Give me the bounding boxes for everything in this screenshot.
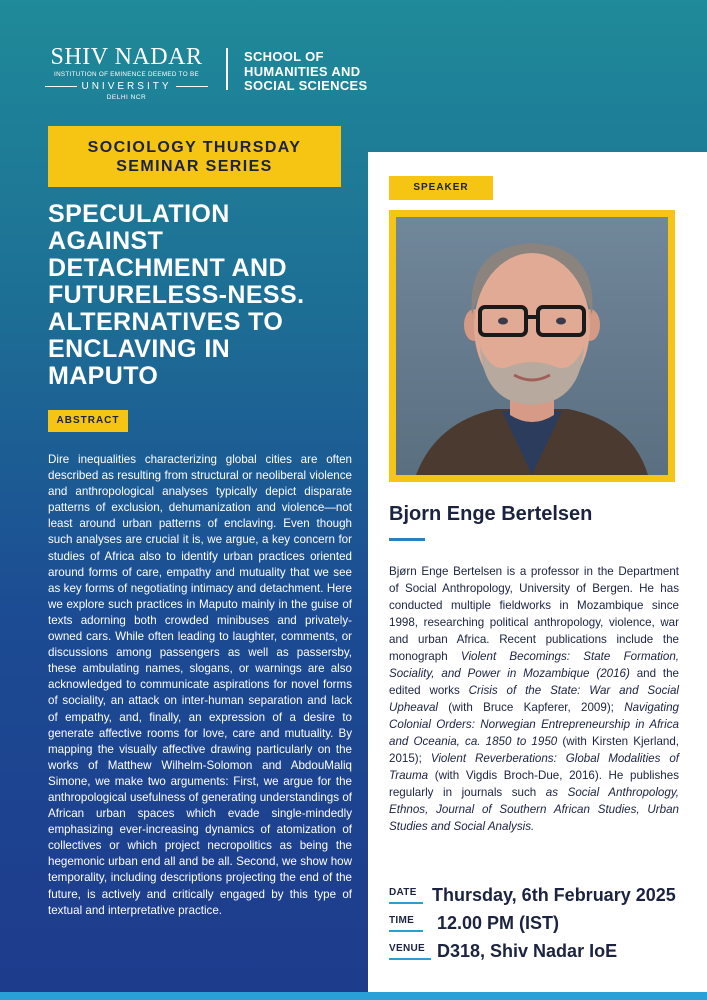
university-location: DELHI NCR xyxy=(106,94,147,101)
abstract-label: ABSTRACT xyxy=(48,410,128,432)
speaker-photo-frame xyxy=(389,210,675,482)
time-label: TIME xyxy=(389,915,415,926)
university-tagline: INSTITUTION OF EMINENCE DEEMED TO BE xyxy=(54,71,199,78)
venue-label: VENUE xyxy=(389,943,425,954)
abstract-text: Dire inequalities characterizing global cities are often described as resulting from structural or neoliberal violence and anthropological analyses typically depict disparate patterns of exclusion, dehumanization and violence—not least around urban patterns of enclaving. Even though such analyses are crucial it is, we argue, a key concern for studies of Africa also to identify urban practices oriented around forms of care, empathy and mutuality that we see as key forms of negotiating intimacy and detachment. Here we explore such practices in Maputo mainly in the guise of texts adorning both crowded minibuses and privately-owned cars. While often leading to laughter, comments, or discussions among passengers as well as passersby, these ambulating names, slogans, or warnings are also acknowledged to communicate aspirations for novel forms of sociality, an attack on inter-human separation and lack of empathy, and, finally, an expression of a desire to generate affective rooms for love, care and mutuality. By mapping the visually affective drawing particularly on the works of Matthew Wilhelm-Solomon and AbdouMaliq Simone, we make two arguments: First, we argue for the anthropological usefulness of generating understandings of African urban spaces which evade single-mindedly emphasizing ever-increasing dynamics of atomization of collectives or which project necropolitics as being the hegemonic urban end all and be all. Second, we show how temporality, including descriptions projecting the end of the future, is actively and critically engaged by this type of textual and interpretative practice. xyxy=(48,453,352,917)
school-name: SCHOOL OF HUMANITIES AND SOCIAL SCIENCES xyxy=(244,49,368,93)
date-rule xyxy=(389,902,423,904)
speaker-photo xyxy=(396,217,668,475)
series-line: SOCIOLOGY THURSDAY xyxy=(87,138,302,156)
university-name: SHIV NADAR xyxy=(50,44,203,70)
series-banner xyxy=(48,126,341,187)
logo-divider xyxy=(226,48,228,90)
university-word: UNIVERSITY xyxy=(81,81,172,92)
speaker-label: SPEAKER xyxy=(389,176,493,200)
speaker-name: Bjorn Enge Bertelsen xyxy=(389,503,593,525)
university-logo xyxy=(44,44,209,101)
series-line: SEMINAR SERIES xyxy=(116,157,273,175)
date-value: Thursday, 6th February 2025 xyxy=(432,885,676,905)
venue-rule xyxy=(389,958,431,960)
bottom-bar xyxy=(0,992,707,1000)
speaker-bio: Bjørn Enge Bertelsen is a professor in the Department of Social Anthropology, University of Bergen. He has conducted multiple fieldworks in Mozambique since 1998, researching political anthropology, violence, war and urban Africa. Recent publications include the monograph Violent Becomings: State Formation, Sociality, and Power in Mozambique (2016) and the edited works Crisis of the State: War and Social Upheaval (with Bruce Kapferer, 2009); Navigating Colonial Orders: Norwegian Entrepreneurship in Africa and Oceania, ca. 1850 to 1950 (with Kirsten Kjerland, 2015); Violent Reverberations: Global Modalities of Trauma (with Vigdis Broch-Due, 2016). He publishes regularly in journals such as Social Anthropology, Ethnos, Journal of Southern African Studies, Urban Studies and Social Analysis. xyxy=(389,565,680,833)
date-label: DATE xyxy=(389,887,417,898)
seminar-title: SPECULATION AGAINST DETACHMENT AND FUTURELESS-NESS. ALTERNATIVES TO ENCLAVING IN MAPUTO xyxy=(48,200,305,390)
venue-value: D318, Shiv Nadar IoE xyxy=(437,941,618,961)
time-rule xyxy=(389,930,423,932)
time-value: 12.00 PM (IST) xyxy=(437,913,560,933)
name-underline xyxy=(389,538,425,541)
